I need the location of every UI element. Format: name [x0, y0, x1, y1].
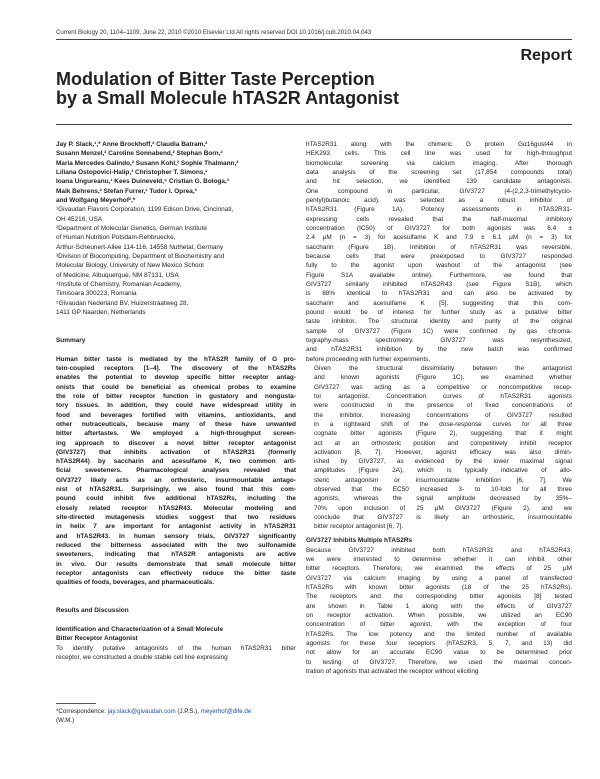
summary-heading: Summary [56, 336, 86, 344]
body-line: concentration of bitter agonist, with the exception of four [306, 621, 572, 629]
subsection-heading [56, 625, 296, 644]
body-line: tration of agonists that activated the receptor without eliciting [306, 668, 479, 676]
body-line: activation [6, 7]. However, agonist efficacy was also dimin- [314, 448, 572, 456]
section-label: Report [520, 47, 572, 64]
summary-line: hTAS2R44) by saccharin and acesulfame K, two common arti- [56, 458, 296, 466]
body-line: ished by GIV3727, as evidenced by the lower maximal signal [314, 458, 572, 466]
footnote-label: *Correspondence: [56, 708, 108, 715]
body-line: GIV3727 was acting as a competitive or noncompetitive recep- [314, 383, 572, 391]
body-line: hTAS2R31 (Figure 1A). Potency assessments in hTAS2R31- [306, 206, 572, 214]
body-line: hTAS2R31 along with the chimeric G protein Gα16gust44 in [306, 141, 572, 148]
body-line: data analysis of the screening set (17,854 compounds total) [306, 168, 572, 176]
body-line: sample of GIV3727 (Figure 1C) were confirmed by gas chroma- [306, 327, 572, 335]
summary-line: reduced the bitterness associated with the two sulfonamide [56, 542, 296, 550]
body-line: bitter receptor antagonist [6, 7]. [314, 523, 404, 531]
article-title [56, 70, 526, 108]
body-line: fully to the agonist upon washout of the antagonist (see [306, 262, 572, 270]
summary-line: qualities of foods, beverages, and pharmaceuticals. [56, 579, 215, 587]
affiliation-line: ²Department of Molecular Genetics, German Institute [56, 224, 207, 232]
subsection-heading-line: Identification and Characterization of a Small Molecule [56, 626, 224, 634]
body-line: tor antagonist. Concentration curves of hTAS2R31 agonists [314, 392, 572, 400]
summary-line: the role of bitter receptor function in gustatory and nongusta- [56, 392, 296, 400]
results-heading: Results and Discussion [56, 607, 129, 615]
affiliation-line: Molecular Biology, University of New Mexico School [56, 262, 204, 270]
title-line: Modulation of Bitter Taste Perception [56, 69, 375, 89]
body-line: GIV3727 via calcium imaging by using a panel of transfected [306, 574, 572, 582]
footnote-line: (W.M.) [56, 717, 75, 724]
affiliation-line: of Human Nutrition Potsdam-Rehbruecke, [56, 234, 176, 242]
affiliation-line: ³Division of Biocomputing, Department of Biochemistry and [56, 252, 225, 260]
body-line: to testing of GIV3727. Therefore, we used the maximal concen- [306, 658, 572, 666]
body-line: is 88% identical to hTAS2R31 and can also be activated by [306, 290, 572, 298]
body-line: pentyl)butanoic acid), was selected as a robust inhibitor of [306, 196, 572, 204]
body-line: agonists for these four receptors (hTAS2R3, 5, 7, and 13) did [306, 640, 572, 648]
body-line: taste inhibitor. The structural identity and purity of the original [306, 318, 572, 326]
affiliation-line: of Medicine, Albuquerque, NM 87131, USA [56, 271, 179, 279]
body-line: were constructed in the presence of fixed concentrations of [314, 402, 572, 410]
author-line: Maria Mercedes Galindo,² Susann Kohl,² Sophie Thalmann,² [56, 159, 239, 167]
body-line: act at an orthosteric position and competitively inhibit receptor [314, 439, 572, 447]
body-line: and hTAS2R31 inhibition by the new batch was confirmed [306, 346, 572, 354]
body-line: One compound in particular, GIV3727 (4-(2,2,3-trimethylcyclo- [306, 187, 572, 195]
summary-line: bitter aftertastes. We employed a high-throughput screen- [56, 430, 296, 438]
summary-line: closely related receptor hTAS2R43. Molecular modeling and [56, 504, 296, 512]
body-line: hTAS2Rs with known bitter agonists (18 of the 25 hTAS2Rs). [306, 584, 572, 592]
body-line: The receptors and the corresponding bitter agonists [8] tested [306, 593, 572, 601]
body-line: pound would be of interest for further study as a putative bitter [306, 308, 572, 316]
summary-line: site-directed mutagenesis studies suggest that two residues [56, 514, 296, 522]
affiliation-line: Timisoara 300223, Romania [56, 290, 137, 298]
footnote-initials: (J.P.S.), [175, 708, 201, 715]
summary-line: onists that could be beneficial as chemical probes to examine [56, 383, 296, 391]
summary-line: nist of hTAS2R31. Surprisingly, we also found that this com- [56, 486, 296, 494]
affiliation-line: ¹Givaudan Flavors Corporation, 1199 Edison Drive, Cincinnati, [56, 206, 234, 214]
author-line: Ioana Ungureanu,¹ Kees Duineveld,⁵ Cristian G. Bologa,³ [56, 178, 229, 186]
body-line: we were interested to determine whether it can inhibit other [306, 556, 572, 564]
section-heading: GIV3727 Inhibits Multiple hTAS2Rs [306, 537, 413, 545]
body-line: agonists, whereas the signal amplitude decreased by 35%– [314, 495, 572, 503]
summary-line: ing approach to discover a novel bitter receptor antagonist [56, 439, 296, 447]
body-line: To identify putative antagonists of the human hTAS2R31 bitter [56, 644, 296, 652]
affiliation-line: ⁵Givaudan Nederland BV, Huizerstraatweg 28, [56, 299, 189, 307]
author-line: Maik Behrens,² Stefan Furrer,¹ Tudor I. Oprea,³ [56, 187, 197, 195]
summary-line: and hTAS2R43. In human sensory trials, GIV3727 significantly [56, 532, 296, 540]
body-line: are shown in Table 1 along with the effects of GIV3727 [306, 602, 572, 610]
header-rule [56, 39, 572, 40]
author-line: Jay P. Slack,¹,* Anne Brockhoff,² Claudia Batram,² [56, 141, 208, 148]
affiliation-line: 1411 GP Naarden, Netherlands [56, 308, 146, 316]
journal-citation: Current Biology 20, 1104–1109, June 22, 2010 ©2010 Elsevier Ltd All rights reserved DOI 10.1016/j.cub.2010.04.043 [56, 29, 372, 36]
body-line: HEK293 cells. This cell line was used for high-throughput [306, 150, 572, 158]
body-line: 70% upon inclusion of 25 μM GIV3727 (Figure 2), and we [314, 504, 572, 512]
author-line: Liliana Ostopovici-Halip,³ Christopher T. Simons,¹ [56, 168, 208, 176]
body-line: cognate bitter agonists (Figure 2), suggesting that it might [314, 430, 572, 438]
footnote-rule [56, 703, 96, 704]
body-line: before proceeding with further experiments. [306, 355, 431, 363]
body-line: and hit selection, we identified 139 candidate antagonists. [306, 178, 572, 186]
body-line: Figure S1A available online). Furthermore, we found that [306, 271, 572, 279]
paragraph [306, 364, 572, 532]
body-line: GIV3727 similarly inhibited hTAS2R43 (see Figure S1B), which [306, 280, 572, 288]
summary-line: in vivo. Our results demonstrate that small molecule bitter [56, 560, 296, 568]
summary-line: in helix 7 are important for antagonist activity in hTAS2R31 [56, 523, 296, 531]
title-line: by a Small Molecule hTAS2R Antagonist [56, 88, 400, 108]
body-line: Because GIV3727 inhibited both hTAS2R31 and hTAS2R43, [306, 546, 572, 554]
summary-line: enables the potential to develop specific bitter receptor antag- [56, 374, 296, 382]
affiliation-line: Arthur-Scheunert-Allee 114-116, 14558 Nuthetal, Germany [56, 243, 224, 251]
body-line: saccharin (Figure 1B). Inhibition of hTAS2R31 was reversible, [306, 243, 572, 251]
summary-line: (GIV3727) that inhibits activation of hTAS2R31 (formerly [56, 448, 296, 456]
right-column [306, 140, 572, 676]
body-line: the inhibitor. Increasing concentrations of GIV3727 resulted [314, 411, 572, 419]
paragraph [306, 140, 572, 364]
body-line: Given the structural dissimilarity between the antagonist [314, 364, 572, 372]
body-line: 2.4 μM (n = 3) for acesulfame K and 7.9 ± 6.1 μM (n = 3) for [306, 234, 572, 242]
body-line: in a rightward shift of the dose-response curves for all three [314, 420, 572, 428]
body-line: bitter receptors. Therefore, we examined the effects of 25 μM [306, 565, 572, 573]
body-line: tography-mass spectrometry. GIV3727 was resynthesized, [306, 336, 572, 344]
summary-line: pound could inhibit five additional hTAS2Rs, including the [56, 495, 296, 503]
summary-text [56, 355, 296, 588]
body-line: concentration (IC50) of GIV3727 for both agonists was 6.4 ± [306, 224, 572, 232]
email-link-meyerhof[interactable]: meyerhof@dife.de [200, 708, 252, 715]
affiliation-list [56, 205, 296, 317]
summary-line: tory tissues. In addition, they could have widespread utility in [56, 402, 296, 410]
left-column [56, 140, 296, 662]
body-line: observed that the EC50 increased 3- to 10-fold for all three [314, 486, 572, 494]
author-line: Susann Menzel,² Caroline Sonnabend,² Stephan Born,² [56, 150, 223, 158]
body-line: biomolecular screening via calcium imaging. After thorough [306, 159, 572, 167]
summary-line: receptor antagonists can effectively reduce the bitter taste [56, 570, 296, 578]
body-line: because cells that were preexposed to GIV3727 responded [306, 252, 572, 260]
affiliation-line: ⁴Institute of Chemistry, Romanian Academy, [56, 280, 182, 288]
paragraph [306, 546, 572, 677]
body-line: steric antagonism or insurmountable inhibition [6, 7]. We [314, 476, 572, 484]
body-line: hTAS2Rs. The low potency and the limited number of available [306, 630, 572, 638]
body-line: receptor, we constructed a double stable cell line expressing [56, 654, 228, 662]
body-line: expressing cells revealed that the half-maximal inhibitory [306, 215, 572, 223]
body-line: on receptor activation. When possible, we utilized an EC90 [306, 612, 572, 620]
summary-line: other nutraceuticals, because many of these have unwanted [56, 420, 296, 428]
summary-line: tein-coupled receptors [1–4]. The discovery of the hTAS2Rs [56, 364, 296, 372]
summary-line: GIV3727 likely acts as an orthosteric, insurmountable antago- [56, 476, 296, 484]
summary-line: sweeteners, indicating that hTAS2R antagonists are active [56, 551, 296, 559]
affiliation-line: OH 45216, USA [56, 215, 103, 223]
summary-line: food and beverages fortified with vitamins, antioxidants, and [56, 411, 296, 419]
body-line: and known agonists (Figure 1C), we examined whether [314, 374, 572, 382]
author-list [56, 140, 296, 205]
correspondence-footnote [56, 707, 296, 725]
summary-line: Human bitter taste is mediated by the hTAS2R family of G pro- [56, 355, 296, 363]
body-line: not allow for an accurate EC90 value to be determined prior [306, 649, 572, 657]
email-link-slack[interactable]: jay.slack@givaudan.com [107, 708, 176, 715]
author-line: and Wolfgang Meyerhof²,* [56, 196, 136, 204]
body-line: saccharin and acesulfame K [5], suggesting that this com- [306, 299, 572, 307]
body-line: amplitudes (Figure 2A), which is typically indicative of allo- [314, 467, 572, 475]
intro-text [56, 644, 296, 663]
summary-line: ficial sweeteners. Pharmacological analyses revealed that [56, 467, 296, 475]
subsection-heading-line: Bitter Receptor Antagonist [56, 635, 138, 643]
title-rule [56, 124, 572, 125]
body-line: conclude that GIV3727 is likely an orthosteric, insurmountable [314, 514, 572, 522]
